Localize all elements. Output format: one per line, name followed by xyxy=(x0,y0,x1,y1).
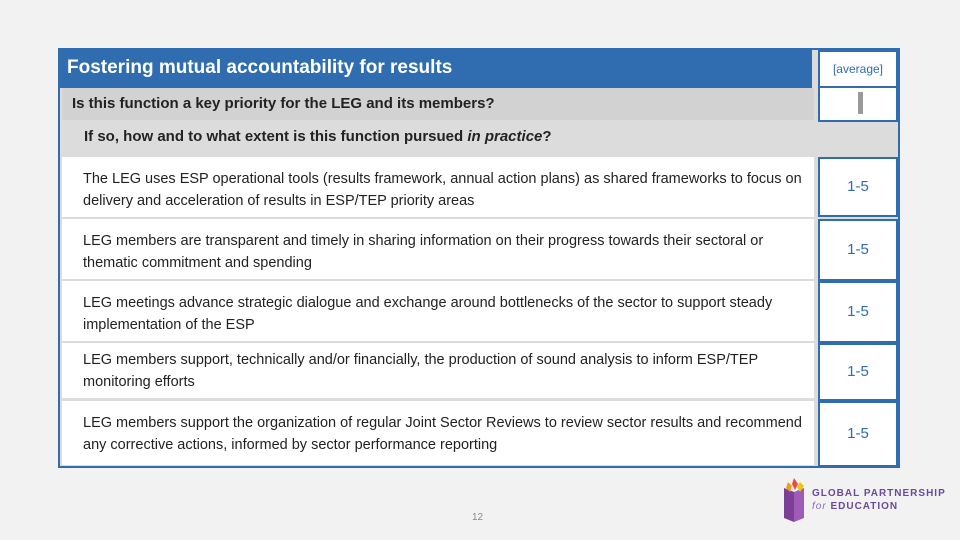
logo-line1: GLOBAL PARTNERSHIP xyxy=(812,488,946,499)
logo-line2-italic: for xyxy=(812,501,827,512)
sub-question-emphasis: in practice xyxy=(467,128,543,145)
answer-marker xyxy=(858,92,863,114)
gpe-logo xyxy=(782,478,946,526)
score-cell: 1-5 xyxy=(818,281,898,343)
sub-question-prefix: If so, how and to what extent is this function pursued xyxy=(84,128,468,145)
page-number: 12 xyxy=(472,512,484,523)
logo-line2 xyxy=(812,501,898,512)
logo-line2-text: EDUCATION xyxy=(830,501,899,512)
sub-question xyxy=(84,128,552,145)
criterion-row: The LEG uses ESP operational tools (results framework, annual action plans) as shared frameworks to focus on delivery and acceleration of results in ESP/TEP priority areas xyxy=(62,157,814,217)
key-priority-question: Is this function a key priority for the LEG and its members? xyxy=(62,88,814,120)
criterion-row: LEG meetings advance strategic dialogue and exchange around bottlenecks of the sector to support steady implementation of the ESP xyxy=(62,281,814,341)
slide-title: Fostering mutual accountability for results xyxy=(60,50,812,88)
average-label: [average] xyxy=(818,50,898,88)
sub-question-suffix: ? xyxy=(542,128,552,145)
score-cell: 1-5 xyxy=(818,219,898,281)
criterion-row: LEG members support, technically and/or financially, the production of sound analysis to inform ESP/TEP monitoring efforts xyxy=(62,343,814,398)
score-cell: 1-5 xyxy=(818,157,898,217)
score-cell: 1-5 xyxy=(818,343,898,401)
key-priority-answer-box xyxy=(818,88,898,122)
score-cell: 1-5 xyxy=(818,401,898,467)
criterion-row: LEG members are transparent and timely in sharing information on their progress towards their sectoral or thematic commitment and spending xyxy=(62,219,814,279)
criterion-row: LEG members support the organization of regular Joint Sector Reviews to review sector results and recommend any corrective actions, informed by sector performance reporting xyxy=(62,401,814,465)
gpe-book-icon xyxy=(782,478,808,524)
